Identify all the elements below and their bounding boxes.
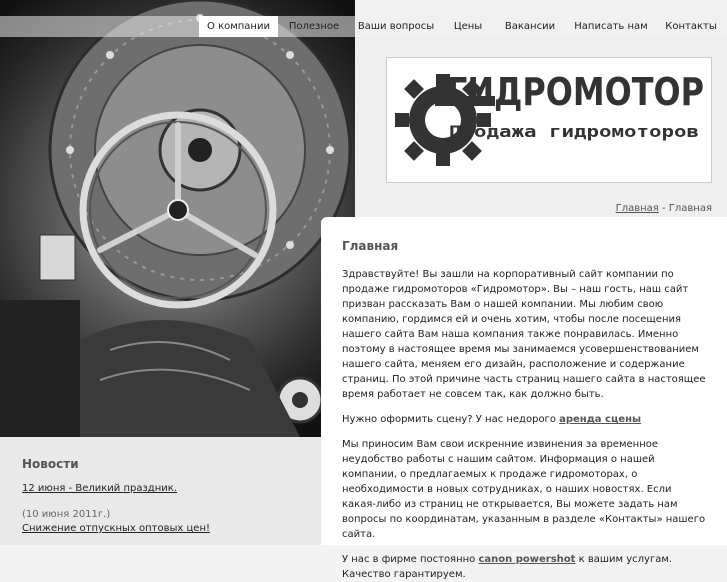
breadcrumb [616,203,712,214]
breadcrumb-current: Главная [668,203,712,214]
breadcrumb-home-link[interactable]: Главная [615,203,659,214]
stage-rental-link[interactable]: аренда сцены [559,414,642,425]
news-panel [0,437,321,545]
news-item-link-2[interactable]: Снижение отпускных оптовых цен! [22,523,211,534]
stage-text: Нужно оформить сцену? У нас недорого [342,414,560,425]
nav-item-write-us[interactable]: Написать нам [574,21,648,32]
nav-item-prices[interactable]: Цены [453,21,483,32]
camera-text-before: У нас в фирме постоянно [342,554,479,565]
breadcrumb-separator: - [658,203,669,214]
nav-item-questions[interactable]: Ваши вопросы [357,21,435,32]
page-title: Главная [342,239,399,253]
nav-item-useful[interactable]: Полезное [288,21,340,32]
main-content [321,217,727,580]
nav-item-about[interactable]: О компании [199,16,278,37]
camera-paragraph [342,552,707,582]
news-item-date: (10 июня 2011г.) [22,509,111,520]
apology-paragraph: Мы приносим Вам свои искренние извинения за временное неудобство работы с нашим сайтом. Информация о нашей компании, о предлагаемых к продаже гидромоторах, о необходимости в новых сотрудниках, о наших новостях. Если какая-либо из страниц не открывается, Вы можете задать нам вопросы по координатам, указанным в разделе «Контакты» нашего сайта. [342,439,706,540]
stage-paragraph [342,412,707,427]
camera-text-after: к вашим услугам. Качество гарантируем. [342,554,673,580]
news-heading: Новости [22,457,79,471]
news-item-link[interactable]: 12 июня - Великий праздник. [22,483,177,494]
canon-powershot-link[interactable]: canon powershot [478,554,576,565]
nav-item-contacts[interactable]: Контакты [665,21,717,32]
nav-item-vacancies[interactable]: Вакансии [504,21,556,32]
logo-subtitle: Продажа гидромоторов [449,122,699,141]
logo-title: ГИДРОМОТОР [447,70,704,114]
top-nav [0,16,727,37]
site-logo[interactable] [386,57,712,183]
intro-paragraph: Здравствуйте! Вы зашли на корпоративный сайт компании по продаже гидромоторов «Гидромотор». Вы – наш гость, наш сайт призван рассказать Вам о нашей компании. Мы любим свою компанию, гордимся ей и очень хотим, чтобы после посещения нашего сайта Вам наша компания также понравилась. Именно поэтому в настоящее время мы занимаемся усовершенствованием нашего сайта, меняем его дизайн, расположение и содержание страниц. По этой причине часть страниц нашего сайта в настоящее время работает не совсем так, как должно быть. [342,269,706,400]
header-photo [0,0,355,437]
